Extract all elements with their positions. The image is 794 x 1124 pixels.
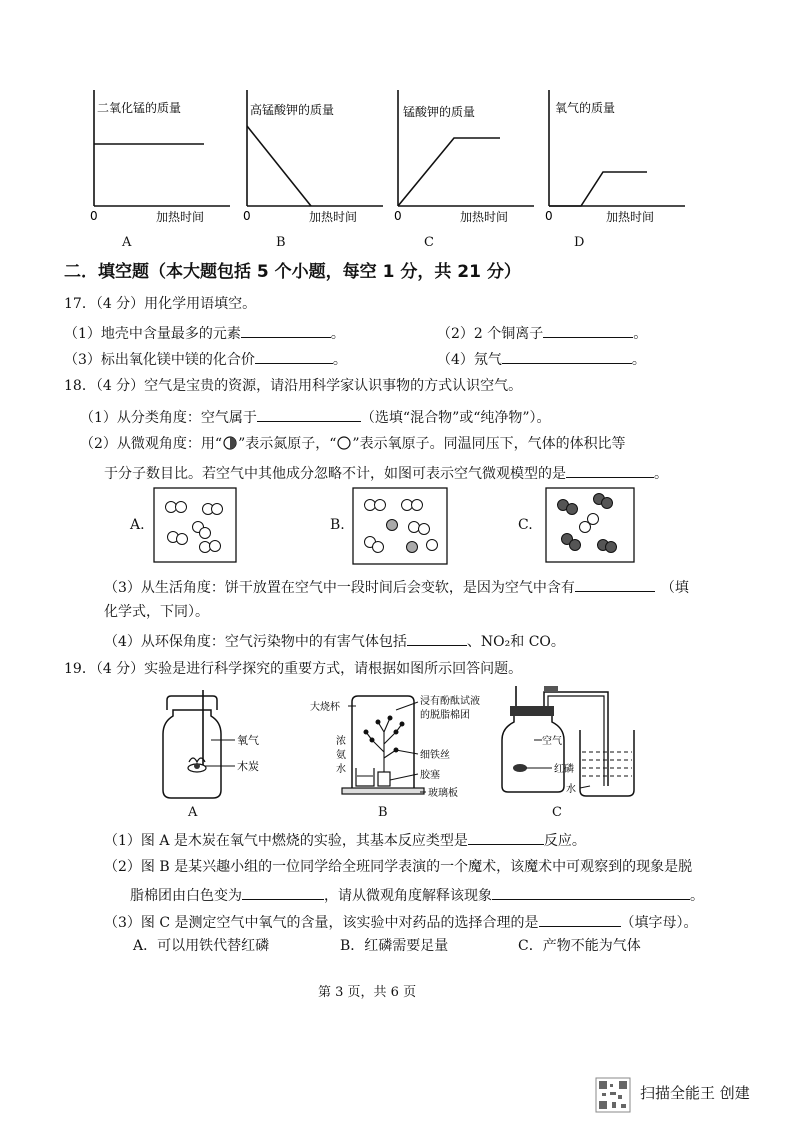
q18-part2-cont: 于分子数目比。若空气中其他成分忽略不计，如图可表示空气微观模型的是 。 <box>104 463 668 483</box>
graph-b-xlabel: 加热时间 <box>309 210 358 224</box>
graph-d-letter: D <box>574 235 585 250</box>
fig-a-caption: A <box>188 805 198 820</box>
fig-b-cotton-label-2: 的脱脂棉团 <box>420 710 470 721</box>
scanner-qr-icon <box>596 1078 636 1112</box>
q17-answer-blank-3[interactable] <box>255 349 333 364</box>
fig-b-glass-label: 玻璃板 <box>428 788 458 799</box>
fig-b-ammonia-label-1: 浓 <box>336 736 346 747</box>
graph-d-curve <box>549 172 647 206</box>
section-title: 二．填空题（本大题包括 5 个小题，每空 1 分，共 21 分） <box>64 262 521 282</box>
fig-b-beaker-label: 大烧杯 <box>310 702 340 713</box>
q19-figure-b <box>308 692 508 804</box>
q17-part2: （2）2 个铜离子 。 <box>437 323 647 343</box>
fig-c-air-label: 空气 <box>542 736 562 747</box>
q18-stem: 18．（4 分）空气是宝贵的资源，请沿用科学家认识事物的方式认识空气。 <box>64 378 523 394</box>
q18-part3: （3）从生活角度：饼干放置在空气中一段时间后会变软，是因为空气中含有 （填 <box>104 577 689 597</box>
nitrogen-atom-icon <box>222 436 238 450</box>
q18-option-b-model[interactable] <box>352 487 448 565</box>
fig-b-wire-label: 细铁丝 <box>420 750 450 761</box>
graph-d-ylabel: 氧气的质量 <box>555 101 616 115</box>
q18-part1: （1）从分类角度：空气属于 （选填“混合物”或“纯净物”）。 <box>80 407 551 427</box>
q19-answer-blank-4[interactable] <box>539 912 621 927</box>
q18-option-c-label: C. <box>518 517 533 533</box>
graph-c-curve <box>398 138 500 206</box>
q19-figure-c <box>496 686 646 804</box>
fig-a-charcoal-label: 木炭 <box>237 760 259 773</box>
graph-d-origin: 0 <box>545 209 553 223</box>
q19-answer-blank-2[interactable] <box>242 885 324 900</box>
graph-b-origin: 0 <box>243 209 251 223</box>
q18-option-c-model[interactable] <box>545 487 635 563</box>
graph-d <box>545 90 685 224</box>
graph-b-letter: B <box>276 235 286 250</box>
q17-answer-blank-1[interactable] <box>241 323 331 338</box>
q18-part4: （4）从环保角度：空气污染物中的有害气体包括 、NO₂和 CO。 <box>104 631 565 651</box>
q19-part1: （1）图 A 是木炭在氧气中燃烧的实验，其基本反应类型是 反应。 <box>104 830 586 850</box>
graph-row <box>80 82 690 232</box>
q18-option-a-model[interactable] <box>153 487 237 563</box>
fig-b-ammonia-label-2: 氨 <box>336 750 346 761</box>
fig-b-caption: B <box>378 805 388 820</box>
q18-answer-blank-4[interactable] <box>407 631 467 646</box>
graph-b-ylabel: 高锰酸钾的质量 <box>250 103 335 117</box>
q19-figure-a <box>155 690 259 820</box>
graph-c-origin: 0 <box>394 209 402 223</box>
q18-part2: （2）从微观角度：用“ ”表示氮原子，“ ”表示氧原子。同温同压下，气体的体积比等 <box>80 436 626 452</box>
q19-option-a: A．可以用铁代替红磷 <box>133 938 270 954</box>
fig-b-cotton-label-1: 浸有酚酞试液 <box>420 696 480 707</box>
q19-part2: （2）图 B 是某兴趣小组的一位同学给全班同学表演的一个魔术，该魔术中可观察到的现象是脱 <box>104 859 693 875</box>
q18-part3-cont: 化学式，下同）。 <box>104 604 209 620</box>
graph-d-xlabel: 加热时间 <box>606 210 655 224</box>
graph-a <box>90 90 230 224</box>
q19-option-c: C．产物不能为气体 <box>518 938 641 954</box>
scanner-brand: 扫描全能王 创建 <box>640 1084 750 1102</box>
q18-option-a-label: A. <box>130 517 145 533</box>
fig-c-caption: C <box>552 805 562 820</box>
graph-b-curve <box>247 126 311 206</box>
page-number: 第 3 页，共 6 页 <box>318 985 417 1000</box>
q19-option-b: B．红磷需要足量 <box>340 938 449 954</box>
fig-a-oxygen-label: 氧气 <box>237 734 259 747</box>
q19-answer-blank-3[interactable] <box>492 885 690 900</box>
graph-c <box>394 90 534 224</box>
q19-part2-cont: 脂棉团由白色变为 ，请从微观角度解释该现象 。 <box>130 885 704 905</box>
fig-c-phosphorus-label: 红磷 <box>554 764 574 775</box>
graph-c-xlabel: 加热时间 <box>460 210 509 224</box>
q17-part3: （3）标出氧化镁中镁的化合价 。 <box>64 349 347 369</box>
q19-answer-blank-1[interactable] <box>468 830 544 845</box>
q18-option-b-label: B. <box>330 517 345 533</box>
fig-c-water-label: 水 <box>566 784 576 795</box>
graph-a-ylabel: 二氧化锰的质量 <box>97 101 182 115</box>
q19-stem: 19．（4 分）实验是进行科学探究的重要方式，请根据如图所示回答问题。 <box>64 661 523 677</box>
oxygen-atom-icon <box>336 436 352 450</box>
graph-c-ylabel: 锰酸钾的质量 <box>403 105 476 119</box>
q17-stem: 17．（4 分）用化学用语填空。 <box>64 296 257 312</box>
q17-answer-blank-2[interactable] <box>543 323 633 338</box>
q17-part1: （1）地壳中含量最多的元素 。 <box>64 323 345 343</box>
q17-part4: （4）氖气 。 <box>437 349 646 369</box>
graph-a-origin: 0 <box>90 209 98 223</box>
graph-b <box>243 90 383 224</box>
q17-answer-blank-4[interactable] <box>502 349 632 364</box>
graph-a-letter: A <box>122 235 132 250</box>
graph-c-letter: C <box>424 235 434 250</box>
fig-b-ammonia-label-3: 水 <box>336 764 346 775</box>
fig-b-plug-label: 胶塞 <box>420 770 440 781</box>
graph-a-xlabel: 加热时间 <box>156 210 205 224</box>
q18-answer-blank-3[interactable] <box>575 577 655 592</box>
q18-answer-blank-2[interactable] <box>566 463 654 478</box>
q19-part3: （3）图 C 是测定空气中氧气的含量，该实验中对药品的选择合理的是 （填字母）。 <box>104 912 698 932</box>
q18-answer-blank-1[interactable] <box>257 407 361 422</box>
